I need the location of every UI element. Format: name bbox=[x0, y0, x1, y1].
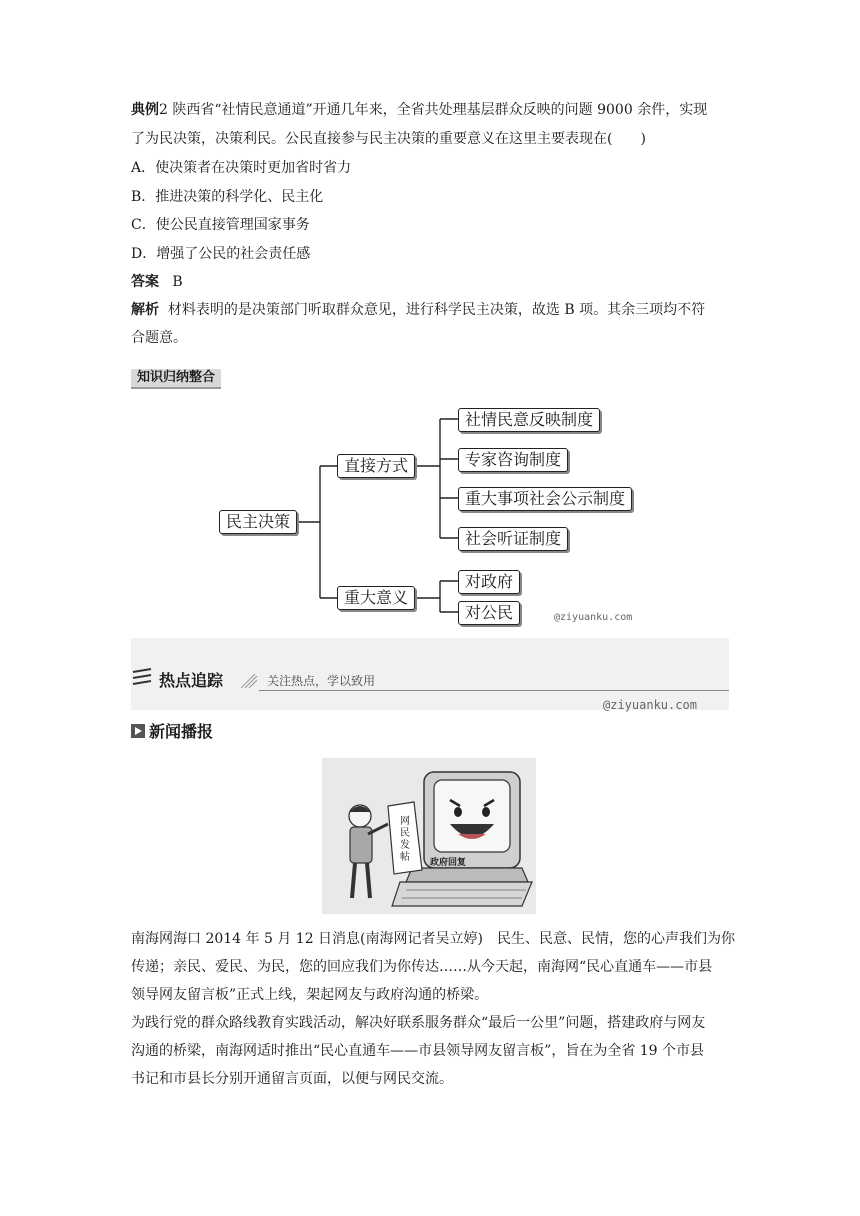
news-line-5: 沟通的桥梁，南海网适时推出“民心直通车——市县领导网友留言板”，旨在为全省 19 个市县 bbox=[131, 1043, 705, 1059]
watermark-hot: @ziyuanku.com bbox=[603, 698, 697, 712]
news-line-4: 为践行党的群众路线教育实践活动，解决好联系服务群众“最后一公里”问题，搭建政府与网友 bbox=[131, 1015, 706, 1031]
item-expert-consult-system: 专家咨询制度 bbox=[458, 448, 568, 472]
news-line-1: 南海网海口 2014 年 5 月 12 日消息(南海网记者吴立婷) 民生、民意、民情，您的心声我们为你 bbox=[131, 931, 735, 947]
branch-direct-method: 直接方式 bbox=[337, 454, 415, 478]
news-line-6: 书记和市县长分别开通留言页面，以便与网民交流。 bbox=[131, 1071, 453, 1087]
option-b: B．推进决策的科学化、民主化 bbox=[131, 189, 324, 205]
hot-topics-divider bbox=[259, 690, 729, 691]
news-line-3: 领导网友留言板”正式上线，架起网友与政府沟通的桥梁。 bbox=[131, 987, 489, 1003]
answer-value: B bbox=[172, 274, 183, 290]
hot-topics-title: 热点追踪 bbox=[159, 671, 224, 690]
cartoon-drawing bbox=[322, 758, 536, 914]
option-a: A．使决策者在决策时更加省时省力 bbox=[131, 160, 352, 176]
answer-label: 答案 bbox=[131, 274, 159, 290]
item-for-citizens: 对公民 bbox=[458, 601, 520, 625]
analysis-text-1: 材料表明的是决策部门听取群众意见，进行科学民主决策，故选 B 项。其余三项均不符 bbox=[167, 302, 706, 318]
news-heading bbox=[131, 719, 213, 742]
analysis-label: 解析 bbox=[131, 302, 159, 318]
option-d: D．增强了公民的社会责任感 bbox=[131, 246, 311, 262]
item-public-opinion-system: 社情民意反映制度 bbox=[458, 408, 600, 432]
hot-topics-banner bbox=[131, 638, 729, 710]
knowledge-diagram bbox=[215, 400, 645, 630]
option-c: C．使公民直接管理国家事务 bbox=[131, 217, 310, 233]
play-triangle-icon bbox=[131, 724, 145, 738]
section-title-bar: 知识归纳整合 bbox=[131, 369, 221, 389]
example-question-line-2: 了为民决策，决策利民。公民直接参与民主决策的重要意义在这里主要表现在( ) bbox=[131, 131, 646, 147]
answer-line bbox=[131, 272, 183, 292]
item-for-government: 对政府 bbox=[458, 570, 520, 594]
screen-label: 政府回复 bbox=[430, 858, 467, 868]
analysis-line-2: 合题意。 bbox=[131, 330, 187, 346]
news-title: 新闻播报 bbox=[149, 722, 214, 741]
branch-significance: 重大意义 bbox=[337, 586, 415, 610]
paper-text: 网民发帖 bbox=[400, 816, 410, 863]
hot-topics-subtitle: 关注热点，学以致用 bbox=[267, 674, 376, 688]
example-text-1: 2 陕西省“社情民意通道”开通几年来，全省共处理基层群众反映的问题 9000 余件，实现 bbox=[159, 102, 708, 118]
analysis-line-1 bbox=[131, 300, 705, 320]
example-question-line-1 bbox=[131, 100, 707, 120]
news-line-2: 传递；亲民、爱民、为民，您的回应我们为你传达……从今天起，南海网“民心直通车——市县 bbox=[131, 959, 713, 975]
example-label: 典例 bbox=[131, 102, 159, 118]
stripes-icon bbox=[131, 668, 153, 686]
root-node: 民主决策 bbox=[219, 510, 297, 534]
cartoon-illustration bbox=[322, 758, 536, 914]
item-hearing-system: 社会听证制度 bbox=[458, 527, 568, 551]
watermark-diagram: @ziyuanku.com bbox=[554, 612, 633, 623]
item-public-notice-system: 重大事项社会公示制度 bbox=[458, 487, 632, 511]
hatch-icon bbox=[241, 674, 257, 688]
